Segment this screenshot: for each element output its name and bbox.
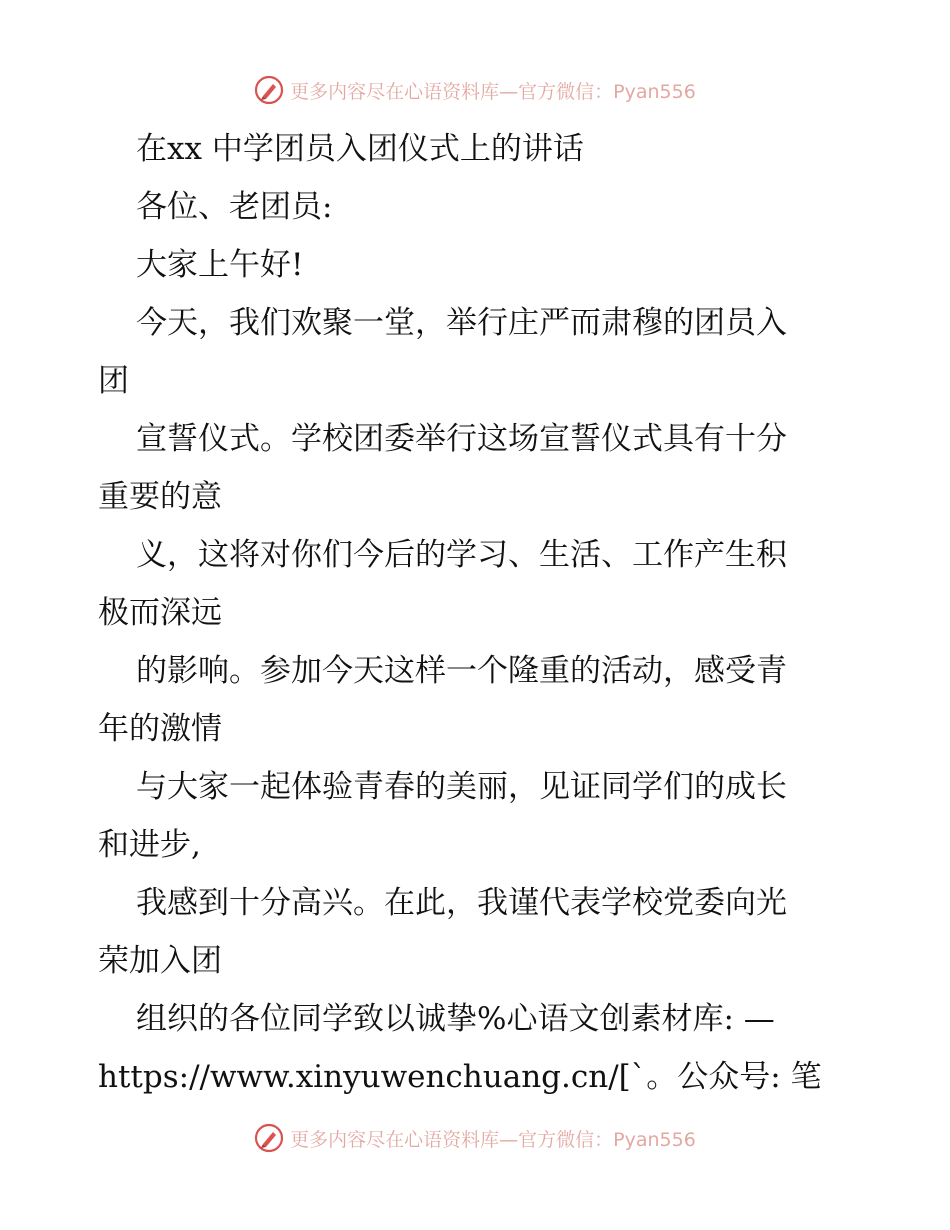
watermark-header-text: 更多内容尽在心语资料库—官方微信：Pyan556 xyxy=(290,80,696,103)
document-line: https://www.xinyuwenchuang.cn/[`。公众号: 笔 xyxy=(98,1059,822,1095)
document-body xyxy=(98,120,858,1106)
document-line: 与大家一起体验青春的美丽，见证同学们的成长 xyxy=(136,769,787,805)
document-line: 的影响。参加今天这样一个隆重的活动，感受青 xyxy=(136,653,787,689)
document-line: 年的激情 xyxy=(98,711,222,747)
document-line: 在xx 中学团员入团仪式上的讲话 xyxy=(136,131,584,167)
document-line: 极而深远 xyxy=(98,595,222,631)
watermark-header xyxy=(0,70,950,110)
document-line: 重要的意 xyxy=(98,479,222,515)
pen-logo-icon xyxy=(254,75,284,105)
document-line: 今天，我们欢聚一堂，举行庄严而肃穆的团员入 xyxy=(136,305,787,341)
document-line: 组织的各位同学致以诚挚%心语文创素材库: — xyxy=(136,1001,775,1037)
document-line: 各位、老团员: xyxy=(136,189,333,225)
document-line: 宣誓仪式。学校团委举行这场宣誓仪式具有十分 xyxy=(136,421,787,457)
document-line: 义，这将对你们今后的学习、生活、工作产生积 xyxy=(136,537,787,573)
watermark-footer xyxy=(0,1118,950,1158)
document-line: 我感到十分高兴。在此，我谨代表学校党委向光 xyxy=(136,885,787,921)
pen-logo-icon xyxy=(254,1123,284,1153)
document-line: 和进步, xyxy=(98,827,201,863)
document-line: 荣加入团 xyxy=(98,943,222,979)
watermark-footer-text: 更多内容尽在心语资料库—官方微信：Pyan556 xyxy=(290,1128,696,1151)
document-line: 团 xyxy=(98,363,129,399)
document-line: 大家上午好! xyxy=(136,247,304,283)
